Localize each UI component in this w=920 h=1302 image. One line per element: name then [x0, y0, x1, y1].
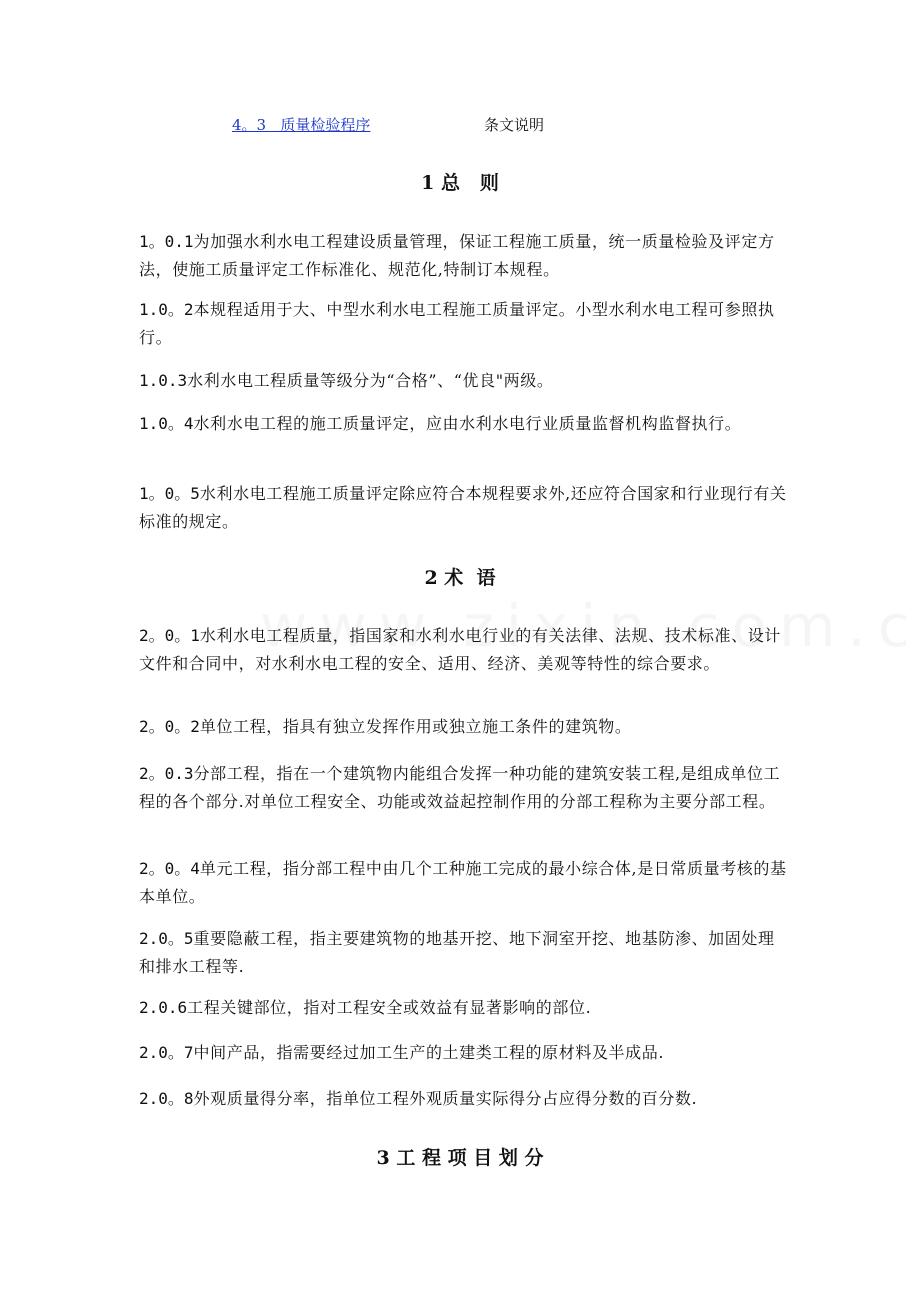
clause-2-0-1 [139, 622, 789, 678]
clause-number: 2.0.6 [139, 998, 188, 1017]
clause-text: 外观质量得分率，指单位工程外观质量实际得分占应得分数的百分数. [193, 1089, 698, 1108]
clause-text: 水利水电工程施工质量评定除应符合本规程要求外,还应符合国家和行业现行有关标准的规定。 [139, 484, 787, 531]
clause-number: 2。0.3 [139, 764, 194, 783]
clause-2-0-8 [139, 1085, 789, 1113]
clause-1-0-1 [139, 228, 789, 284]
clause-2-0-7 [139, 1039, 789, 1067]
clause-text: 工程关键部位，指对工程安全或效益有显著影响的部位. [187, 998, 592, 1017]
section-heading-terms: 2 术 语 [424, 567, 496, 589]
toc-clause-explanation: 条文说明 [484, 116, 545, 134]
clause-text: 水利水电工程的施工质量评定，应由水利水电行业质量监督机构监督执行。 [193, 414, 742, 433]
clause-number: 2.0。8 [139, 1089, 194, 1108]
toc-link-quality-inspection-procedure[interactable]: 4。3 质量检验程序 [232, 116, 371, 134]
clause-text: 重要隐蔽工程，指主要建筑物的地基开挖、地下洞室开挖、地基防渗、加固处理和排水工程等. [139, 929, 775, 976]
clause-number: 2.0。5 [139, 929, 194, 948]
clause-text: 水利水电工程质量，指国家和水利水电行业的有关法律、法规、技术标准、设计文件和合同中，对水利水电工程的安全、适用、经济、美观等特性的综合要求。 [139, 626, 781, 673]
section-heading-general: 1 总 则 [421, 172, 499, 194]
clause-2-0-3 [139, 760, 789, 816]
clause-1-0-5 [139, 480, 789, 536]
clause-text: 分部工程，指在一个建筑物内能组合发挥一种功能的建筑安装工程,是组成单位工程的各个部分.对单位工程安全、功能或效益起控制作用的分部工程称为主要分部工程。 [139, 764, 781, 811]
clause-2-0-5 [139, 925, 789, 981]
clause-number: 1.0。2 [139, 300, 194, 319]
clause-number: 2.0。7 [139, 1043, 194, 1062]
clause-text: 单位工程，指具有独立发挥作用或独立施工条件的建筑物。 [199, 717, 632, 736]
clause-text: 本规程适用于大、中型水利水电工程施工质量评定。小型水利水电工程可参照执行。 [139, 300, 775, 347]
clause-1-0-3 [139, 367, 789, 395]
clause-text: 单元工程，指分部工程中由几个工种施工完成的最小综合体,是日常质量考核的基本单位。 [139, 859, 787, 906]
clause-number: 1.0.3 [139, 371, 188, 390]
clause-number: 2。0。2 [139, 717, 200, 736]
clause-number: 1。0。5 [139, 484, 200, 503]
clause-2-0-4 [139, 855, 789, 911]
clause-number: 1.0。4 [139, 414, 194, 433]
clause-2-0-6 [139, 994, 789, 1022]
clause-number: 2。0。4 [139, 859, 200, 878]
clause-text: 中间产品，指需要经过加工生产的土建类工程的原材料及半成品. [193, 1043, 665, 1062]
clause-1-0-2 [139, 296, 789, 352]
clause-number: 2。0。1 [139, 626, 200, 645]
toc-row [232, 114, 632, 136]
clause-text: 为加强水利水电工程建设质量管理，保证工程施工质量，统一质量检验及评定方法，使施工质量评定工作标准化、规范化,特制订本规程。 [139, 232, 775, 279]
clause-2-0-2 [139, 713, 789, 741]
clause-number: 1。0.1 [139, 232, 194, 251]
clause-1-0-4 [139, 410, 789, 438]
section-heading-project-division: 3 工 程 项 目 划 分 [376, 1147, 544, 1169]
clause-text: 水利水电工程质量等级分为“合格”、“优良"两级。 [187, 371, 554, 390]
